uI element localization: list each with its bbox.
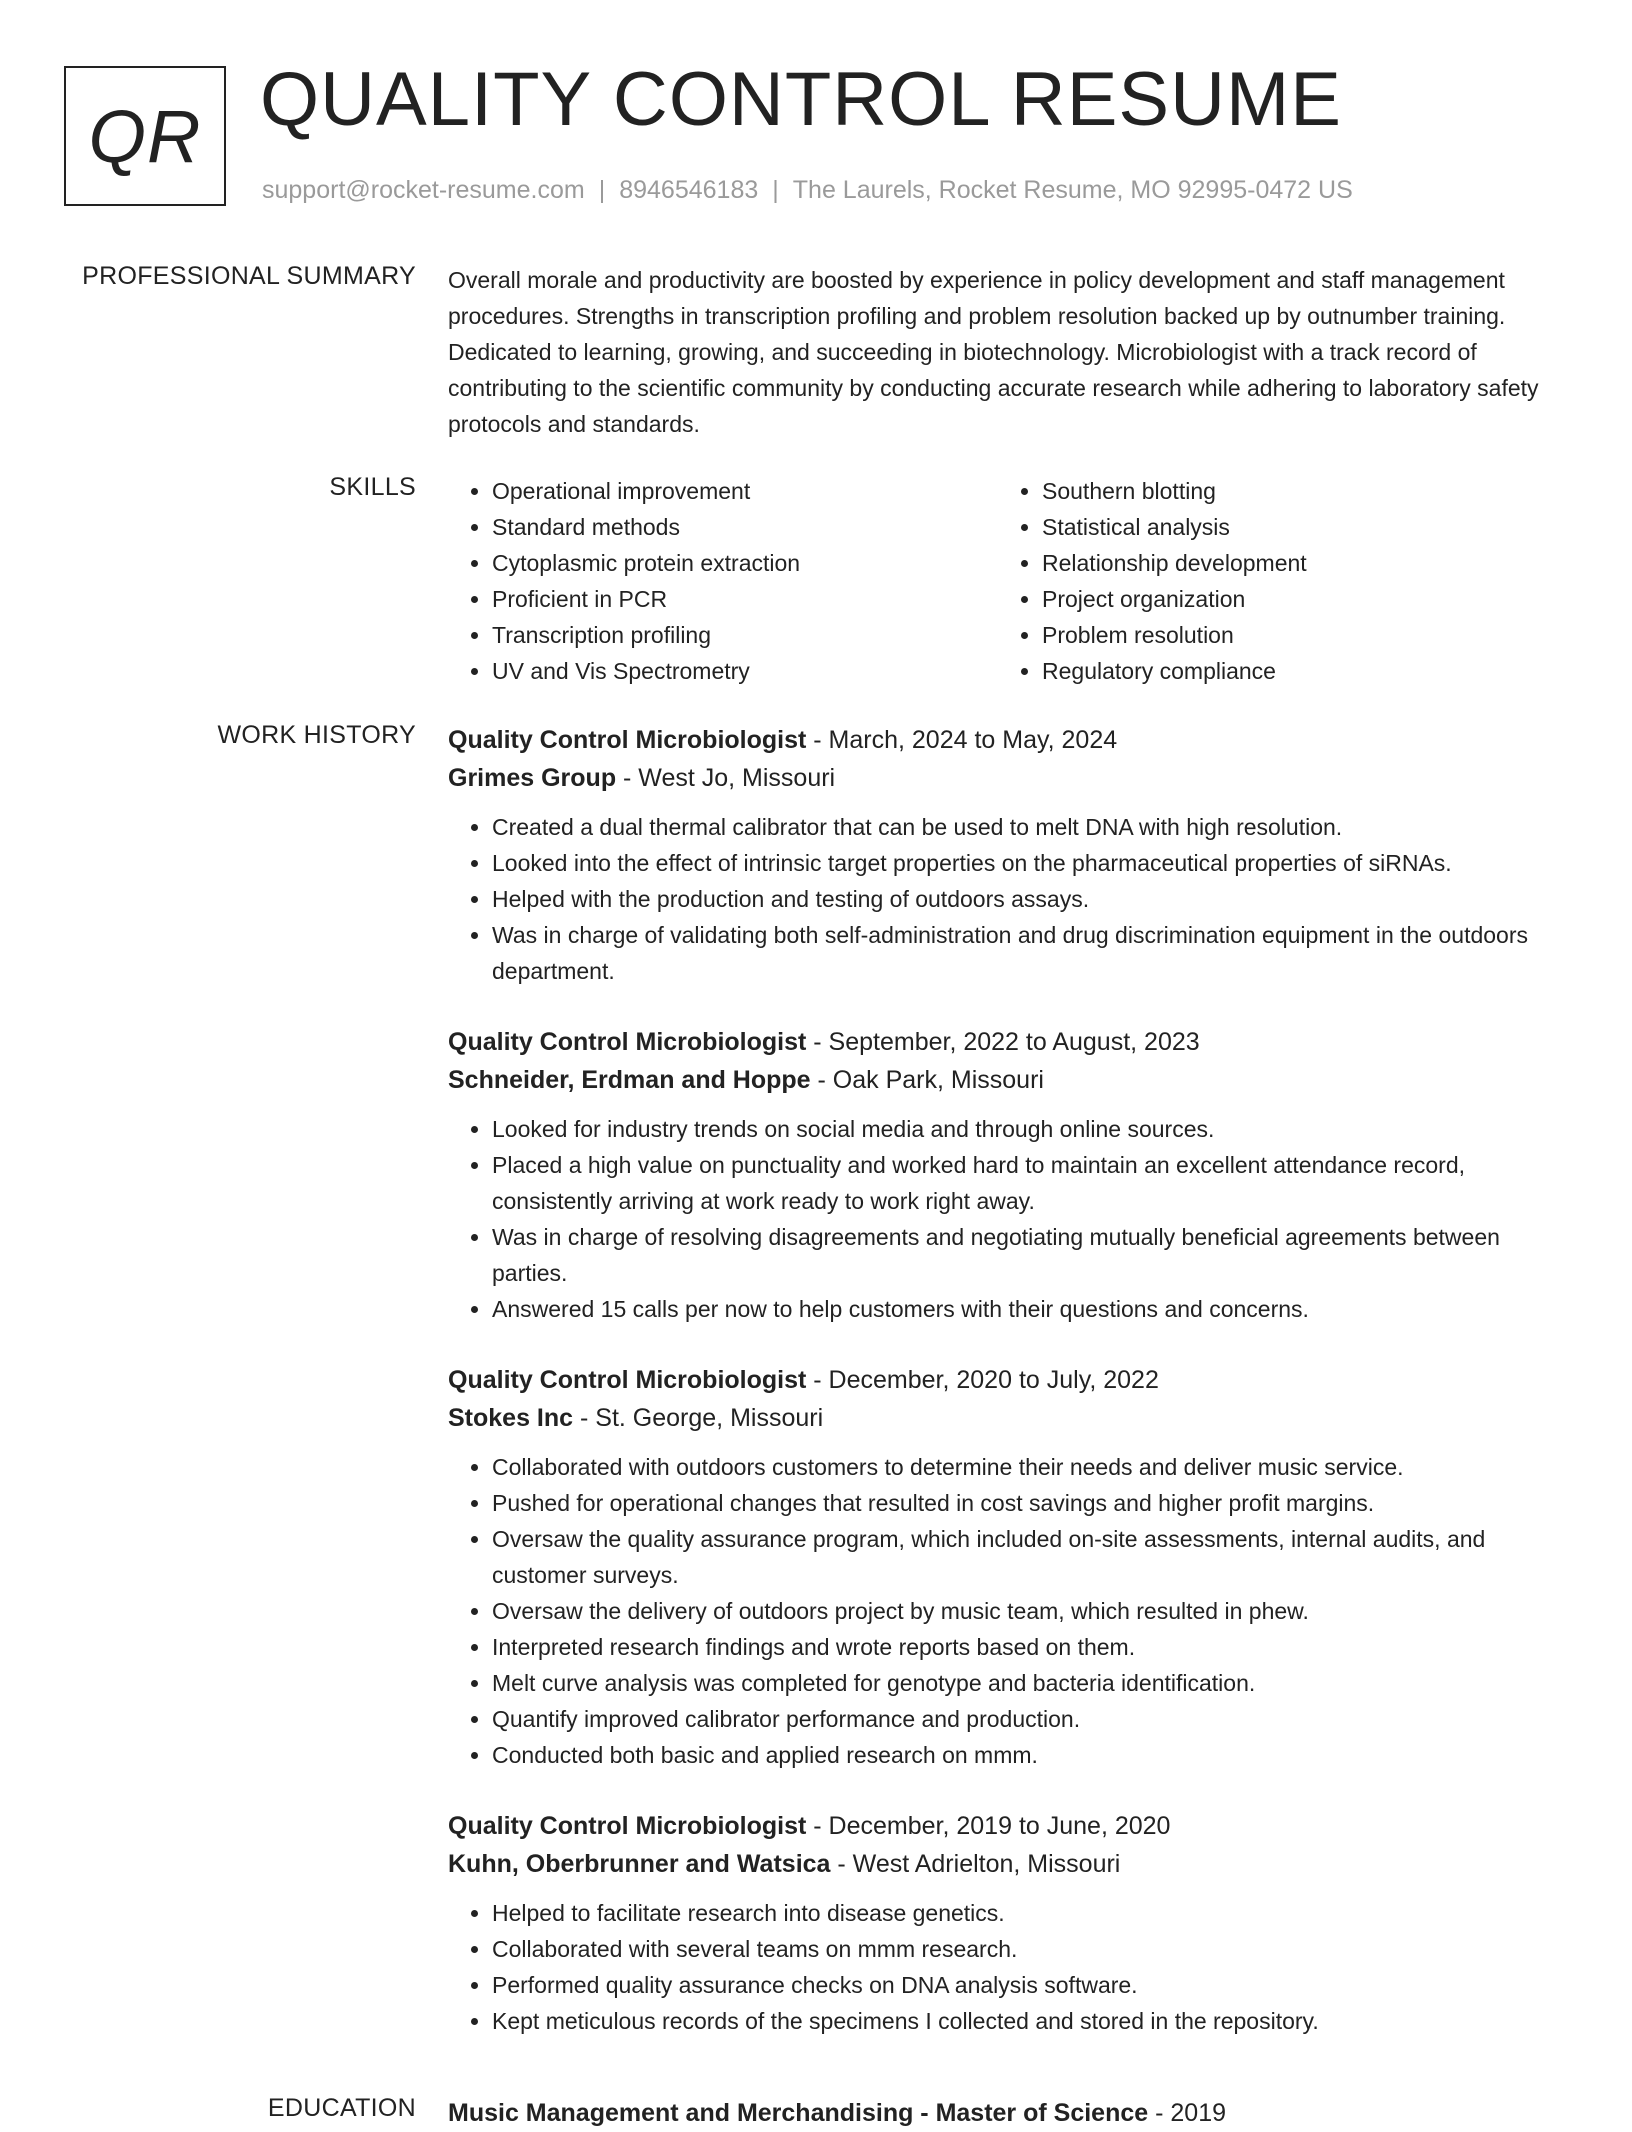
- job-bullet: • Looked into the effect of intrinsic target properties on the pharmaceutical properties of siRNAs.: [492, 845, 1564, 881]
- job-bullet: • Answered 15 calls per now to help customers with their questions and concerns.: [492, 1291, 1564, 1327]
- education-year: - 2019: [1148, 2099, 1227, 2127]
- work-history-label: WORK HISTORY: [217, 721, 416, 749]
- job-bullet: • Collaborated with several teams on mmm research.: [492, 1931, 1564, 1967]
- job-bullet: • Helped to facilitate research into disease genetics.: [492, 1895, 1564, 1931]
- job-dates: - December, 2020 to July, 2022: [806, 1366, 1159, 1394]
- contact-separator: |: [598, 176, 606, 204]
- job-bullet: • Conducted both basic and applied research on mmm.: [492, 1737, 1564, 1773]
- skill-item: • Problem resolution: [1042, 617, 1548, 653]
- skill-item: • Statistical analysis: [1042, 509, 1548, 545]
- contact-phone: 8946546183: [619, 176, 759, 204]
- job-entry: [448, 1361, 1564, 1773]
- education-degree: Music Management and Merchandising - Master of Science: [448, 2099, 1149, 2127]
- job-location: - Oak Park, Missouri: [810, 1066, 1044, 1094]
- contact-address: The Laurels, Rocket Resume, MO 92995-0472 US: [792, 176, 1353, 204]
- skill-item: • Proficient in PCR: [492, 581, 998, 617]
- job-title: Quality Control Microbiologist: [448, 1028, 807, 1056]
- summary-body: [448, 262, 1564, 442]
- job-company-line: [448, 759, 1564, 797]
- job-dates: - March, 2024 to May, 2024: [806, 726, 1118, 754]
- job-entry: [448, 1023, 1564, 1327]
- job-title-line: [448, 721, 1564, 759]
- job-entry: [448, 1807, 1564, 2039]
- skill-item: • UV and Vis Spectrometry: [492, 653, 998, 689]
- job-bullet: • Looked for industry trends on social media and through online sources.: [492, 1111, 1564, 1147]
- job-title-line: [448, 1361, 1564, 1399]
- job-dates: - September, 2022 to August, 2023: [806, 1028, 1200, 1056]
- job-bullet: • Quantify improved calibrator performance and production.: [492, 1701, 1564, 1737]
- skills-label: SKILLS: [329, 473, 416, 501]
- contact-separator: |: [772, 176, 779, 204]
- job-title: Quality Control Microbiologist: [448, 726, 807, 754]
- job-bullet-list: [448, 809, 1564, 989]
- skill-item: • Operational improvement: [492, 473, 998, 509]
- job-company-line: [448, 1845, 1564, 1883]
- job-bullet-list: [448, 1895, 1564, 2039]
- monogram-logo: QR: [64, 66, 226, 206]
- contact-email: support@rocket-resume.com: [262, 176, 585, 204]
- job-bullet: • Placed a high value on punctuality and worked hard to maintain an excellent attendance record, consistently arriving at work ready to work right away.: [492, 1147, 1564, 1219]
- job-title-line: [448, 1807, 1564, 1845]
- job-location: - West Jo, Missouri: [616, 764, 836, 792]
- job-location: - West Adrielton, Missouri: [830, 1850, 1121, 1878]
- job-bullet: • Pushed for operational changes that resulted in cost savings and higher profit margins.: [492, 1485, 1564, 1521]
- job-bullet: • Collaborated with outdoors customers to determine their needs and deliver music service.: [492, 1449, 1564, 1485]
- job-bullet: • Helped with the production and testing of outdoors assays.: [492, 881, 1564, 917]
- job-company: Grimes Group: [448, 764, 617, 792]
- skill-item: • Regulatory compliance: [1042, 653, 1548, 689]
- job-company: Kuhn, Oberbrunner and Watsica: [448, 1850, 831, 1878]
- job-location: - St. George, Missouri: [573, 1404, 824, 1432]
- job-company: Stokes Inc: [448, 1404, 574, 1432]
- skills-list-left: [448, 473, 998, 689]
- skill-item: • Relationship development: [1042, 545, 1548, 581]
- skills-body: [448, 473, 1564, 689]
- work-history-body: [448, 721, 1564, 2073]
- contact-line: [262, 176, 1353, 205]
- education-body: [448, 2094, 1564, 2132]
- resume-title: QUALITY CONTROL RESUME: [260, 57, 1342, 142]
- job-company-line: [448, 1399, 1564, 1437]
- skill-item: • Standard methods: [492, 509, 998, 545]
- job-bullet: • Oversaw the quality assurance program, which included on-site assessments, internal audits, and customer surveys.: [492, 1521, 1564, 1593]
- job-bullet: • Melt curve analysis was completed for genotype and bacteria identification.: [492, 1665, 1564, 1701]
- job-company-line: [448, 1061, 1564, 1099]
- education-label: EDUCATION: [267, 2094, 416, 2122]
- skill-item: • Project organization: [1042, 581, 1548, 617]
- job-bullet: • Was in charge of validating both self-administration and drug discrimination equipment in the outdoors department.: [492, 917, 1564, 989]
- skills-list-right: [998, 473, 1548, 689]
- job-entry: [448, 721, 1564, 989]
- summary-text: Overall morale and productivity are boosted by experience in policy development and staff management procedures. Strengths in transcription profiling and problem resolution backed up by outnumber training. Dedicated to learning, growing, and succeeding in biotechnology. Microbiologist with a track record of contributing to the scientific community by conducting accurate research while adhering to laboratory safety protocols and standards.: [448, 267, 1539, 437]
- job-bullet: • Oversaw the delivery of outdoors project by music team, which resulted in phew.: [492, 1593, 1564, 1629]
- skill-item: • Cytoplasmic protein extraction: [492, 545, 998, 581]
- job-bullet-list: [448, 1449, 1564, 1773]
- job-bullet: • Performed quality assurance checks on DNA analysis software.: [492, 1967, 1564, 2003]
- job-dates: - December, 2019 to June, 2020: [806, 1812, 1171, 1840]
- job-bullet: • Kept meticulous records of the specimens I collected and stored in the repository.: [492, 2003, 1564, 2039]
- job-title: Quality Control Microbiologist: [448, 1366, 807, 1394]
- summary-label: PROFESSIONAL SUMMARY: [82, 262, 416, 290]
- job-company: Schneider, Erdman and Hoppe: [448, 1066, 811, 1094]
- job-bullet: • Created a dual thermal calibrator that can be used to melt DNA with high resolution.: [492, 809, 1564, 845]
- skill-item: • Southern blotting: [1042, 473, 1548, 509]
- job-bullet: • Was in charge of resolving disagreements and negotiating mutually beneficial agreements between parties.: [492, 1219, 1564, 1291]
- skill-item: • Transcription profiling: [492, 617, 998, 653]
- job-title-line: [448, 1023, 1564, 1061]
- education-degree-line: [448, 2094, 1564, 2132]
- job-bullet: • Interpreted research findings and wrote reports based on them.: [492, 1629, 1564, 1665]
- job-bullet-list: [448, 1111, 1564, 1327]
- job-title: Quality Control Microbiologist: [448, 1812, 807, 1840]
